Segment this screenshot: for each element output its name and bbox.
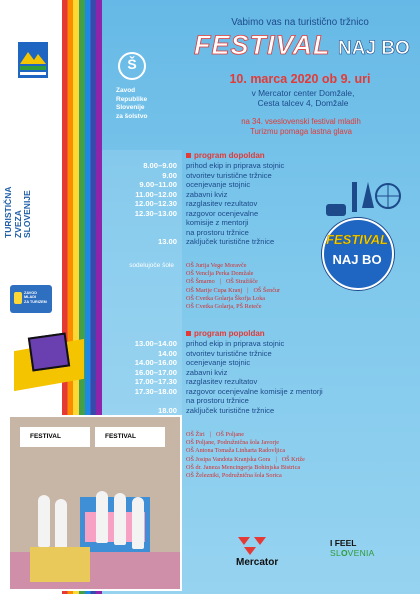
event-date: 10. marca 2020 ob 9. uri <box>229 72 371 86</box>
venue-line1: v Mercator center Domžale, <box>251 88 355 98</box>
program-time: 16.00–17.00 <box>134 367 177 377</box>
zavod-line4: za šolstvo <box>116 112 148 120</box>
tzs-mountain-logo <box>18 42 48 78</box>
program-row <box>102 406 420 416</box>
school-name: OŠ Marije Cupa Kranj <box>186 286 243 294</box>
festival-title <box>190 30 412 70</box>
program-row <box>102 396 420 406</box>
separator: | <box>247 286 249 294</box>
program-activity: razglasitev rezultatov <box>186 377 258 386</box>
program-activity: otvoritev turistične tržnice <box>186 348 272 358</box>
program-activity: razglasitev rezultatov <box>186 199 258 208</box>
program-time: 11.00–12.00 <box>135 189 177 199</box>
ifeelslovenia-logo <box>330 538 400 558</box>
festival-title-word: FESTIVAL <box>194 30 331 60</box>
program-time: 13.00 <box>157 237 177 246</box>
ifeel-line1: I FEEL <box>330 538 357 548</box>
festival-desc2: Turizmu pomaga lastna glava <box>250 127 352 136</box>
program-row <box>102 339 420 349</box>
school-name: OŠ Poljane <box>216 431 245 438</box>
festival-desc1: na 34. vseslovenski festival mladih <box>241 117 361 126</box>
program-row <box>102 358 420 368</box>
mercator-wordmark: Mercator <box>236 557 279 568</box>
mlad-text1: ZAVOD <box>24 291 38 295</box>
bullet-square-icon <box>186 331 191 336</box>
badge-subtitle: NAJ BO <box>332 252 382 267</box>
program-time: 9.00–11.00 <box>139 180 177 189</box>
tzs-line3: SLOVENIJE <box>22 190 32 238</box>
morning-heading-row <box>102 151 420 161</box>
photo-banner-left: FESTIVAL <box>20 427 90 447</box>
festival-decor-icon <box>322 178 402 220</box>
school-name: OŠ dr. Janeza Mencingerja Bohinjska Bistrica <box>186 463 301 471</box>
school-name: OŠ Šenčur <box>253 286 281 294</box>
photo-person <box>38 495 50 547</box>
ifeel-venia: VENIA <box>347 548 375 558</box>
school-name: OŠ Železniki, Podružnična šola Sorica <box>186 472 282 480</box>
school-name: OŠ Josipa Vandota Kranjska Gora <box>186 455 271 463</box>
photo-banner-right: FESTIVAL <box>95 427 165 447</box>
program-activity: razgovor ocenjevalne <box>186 208 259 218</box>
program-activity: zabavni kviz <box>186 367 228 377</box>
program-row <box>102 161 420 171</box>
program-row <box>102 387 420 397</box>
ifeel-o: O <box>341 548 348 558</box>
afternoon-heading: program popoldan <box>194 329 265 338</box>
invitation-text: Vabimo vas na turistično tržnico <box>231 17 369 28</box>
tzs-line1: TURISTIČNA <box>3 186 13 238</box>
program-activity: prihod ekip in priprava stojnic <box>186 339 285 348</box>
separator: | <box>209 431 211 438</box>
venue-line2: Cesta talcev 4, Domžale <box>257 98 349 108</box>
program-row <box>102 377 420 387</box>
separator: | <box>219 278 221 286</box>
program-time: 17.00–17.30 <box>134 377 177 386</box>
school-name: OŠ Cvetka Golarja Škofja Loka <box>186 294 266 302</box>
school-name: OŠ Venclja Perka Domžale <box>186 270 254 278</box>
school-line <box>186 447 305 455</box>
program-time: 13.00–14.00 <box>134 339 177 348</box>
program-time: 18.00 <box>157 405 177 415</box>
school-line <box>186 262 280 270</box>
program-activity: komisije z mentorji <box>186 218 249 227</box>
morning-schools-label: sodelujoče šole <box>129 262 174 269</box>
mladi-za-turizem-logo <box>10 285 52 313</box>
school-line <box>186 295 280 303</box>
school-name: OŠ Križe <box>281 455 305 463</box>
afternoon-program <box>102 329 420 415</box>
program-time: 8.00–9.00 <box>143 161 177 170</box>
program-activity: ocenjevanje stojnic <box>186 358 251 367</box>
program-activity: otvoritev turistične tržnice <box>186 170 272 180</box>
program-activity: na prostoru tržnice <box>186 396 249 405</box>
program-activity: na prostoru tržnice <box>186 227 249 237</box>
school-line <box>186 303 280 311</box>
tzs-wordmark <box>4 88 58 238</box>
separator: | <box>275 455 277 463</box>
zavod-line2: Republike <box>116 95 148 103</box>
program-time: 9.00 <box>162 170 177 180</box>
morning-heading: program dopoldan <box>194 151 265 160</box>
school-line <box>186 472 305 480</box>
tzs-line2: ZVEZA <box>12 210 23 238</box>
event-photo <box>8 415 182 591</box>
school-line <box>186 287 280 295</box>
mlad-text3: ZA TURIZEM <box>24 299 47 304</box>
zavod-logo-icon <box>118 52 146 80</box>
zavod-line1: Zavod <box>116 87 136 94</box>
event-venue <box>200 88 406 108</box>
festival-title-naj: NAJ BO <box>338 38 410 59</box>
program-time: 17.30–18.00 <box>134 386 177 396</box>
photo-person <box>96 491 108 543</box>
photo-person <box>55 499 67 551</box>
festival-description <box>182 117 420 137</box>
photo-table <box>30 547 90 582</box>
program-activity: razgovor ocenjevalne komisije z mentorji <box>186 386 323 396</box>
school-name: OŠ Cvetka Golarja, PŠ Reteče <box>186 303 262 311</box>
afternoon-heading-row <box>102 329 420 339</box>
program-row <box>102 349 420 359</box>
program-time: 12.30–13.00 <box>134 208 177 218</box>
zavod-icon-letter: Š <box>127 56 137 72</box>
mercator-logo-icon <box>236 535 268 557</box>
bullet-square-icon <box>186 153 191 158</box>
program-time: 14.00–16.00 <box>134 358 177 367</box>
program-activity: zaključek turistične tržnice <box>186 405 275 415</box>
school-name: OŠ Antona Tomaža Linharta Radovljica <box>186 447 286 455</box>
school-name: OŠ Žiri <box>186 431 205 438</box>
zavod-name <box>116 87 176 121</box>
school-line <box>186 464 305 472</box>
school-name: OŠ Šmarno <box>186 278 215 286</box>
ifeel-sl: SL <box>330 548 341 558</box>
program-time: 14.00 <box>157 348 177 358</box>
school-line <box>186 456 305 464</box>
decorative-mascot-shape <box>28 333 70 372</box>
mlad-text2: MLADI <box>24 295 37 300</box>
badge-title: FESTIVAL <box>326 232 388 247</box>
school-name: OŠ Stražišče <box>225 278 258 286</box>
program-activity: ocenjevanje stojnic <box>186 180 251 189</box>
school-line <box>186 278 280 286</box>
program-row <box>102 368 420 378</box>
program-activity: zaključek turistične tržnice <box>186 237 275 246</box>
program-time: 12.00–12.30 <box>134 199 177 208</box>
figure-icon <box>14 292 22 304</box>
photo-person <box>114 493 126 545</box>
program-activity: zabavni kviz <box>186 189 228 199</box>
school-line <box>186 431 305 439</box>
school-name: OŠ Jurija Vege Moravče <box>186 262 247 269</box>
school-name: OŠ Poljane, Podružnična šola Javorje <box>186 439 279 447</box>
photo-person <box>132 497 144 549</box>
program-activity: prihod ekip in priprava stojnic <box>186 161 285 170</box>
zavod-line3: Slovenije <box>116 104 145 111</box>
